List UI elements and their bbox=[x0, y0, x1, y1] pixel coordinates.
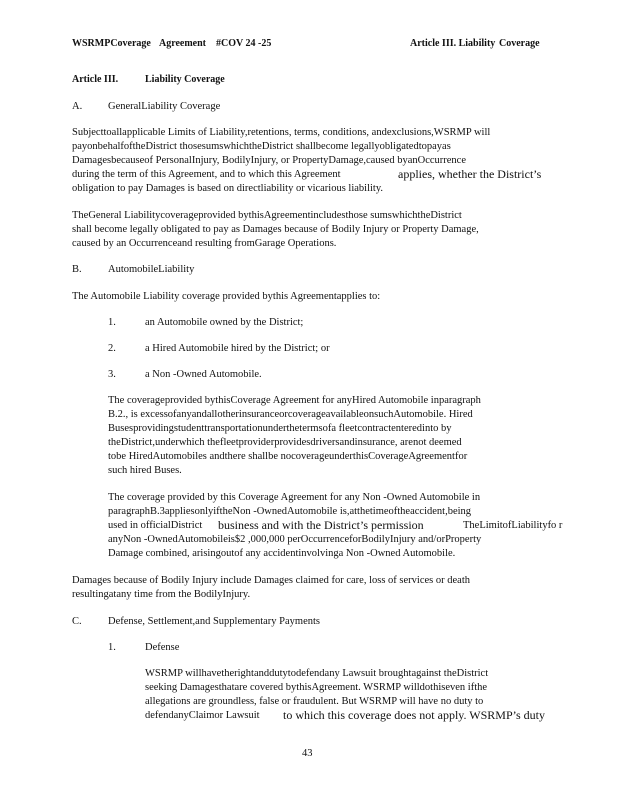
section-b-closing-line: Damages because of Bodily Injury include Damages claimed for care, loss of services or death bbox=[72, 575, 470, 586]
list-item-text: an Automobile owned by the District; bbox=[145, 317, 304, 328]
section-b-intro: The Automobile Liability coverage provided bythis Agreementapplies to: bbox=[72, 291, 381, 302]
list-item-text: a Non -Owned Automobile. bbox=[145, 369, 262, 380]
section-a-para1-line: Damagesbecauseof PersonalInjury, BodilyInjury, or PropertyDamage,caused byanOccurrence bbox=[72, 155, 466, 166]
list-item-number: 3. bbox=[108, 369, 116, 380]
section-b-para2-line: paragraphB.3appliesonlyiftheNon -OwnedAutomobile is,atthetimeoftheaccident,being bbox=[108, 506, 472, 517]
section-a-title: GeneralLiability Coverage bbox=[108, 101, 221, 112]
section-b-para2-line: anyNon -OwnedAutomobileis$2 ,000,000 perOccurrenceforBodilyInjury and/orProperty bbox=[108, 534, 482, 545]
section-c-para-line: WSRMP willhavetherightanddutytodefendany Lawsuit broughtagainst theDistrict bbox=[145, 668, 489, 679]
section-b-para2-line: used in officialDistrict bbox=[108, 520, 203, 531]
list-item-text: a Hired Automobile hired by the District; or bbox=[145, 343, 330, 354]
page-number: 43 bbox=[302, 748, 313, 759]
section-b-para2-mid: business and with the District’s permission bbox=[218, 518, 424, 532]
article-title: Liability Coverage bbox=[145, 74, 225, 85]
section-c-letter: C. bbox=[72, 616, 82, 627]
list-item-number: 1. bbox=[108, 317, 116, 328]
section-c-para-line: allegations are groundless, false or fraudulent. But WSRMP will have no duty to bbox=[145, 696, 484, 707]
section-c-title: Defense, Settlement,and Supplementary Payments bbox=[108, 616, 320, 627]
section-b-para1-line: such hired Buses. bbox=[108, 465, 182, 476]
section-b-para1-line: tobe HiredAutomobiles andthere shallbe nocoverageunderthisCoverageAgreementfor bbox=[108, 451, 468, 462]
section-a-para2-line: TheGeneral Liabilitycoverageprovided bythisAgreementincludesthose sumswhichtheDistrict bbox=[72, 210, 462, 221]
section-a-para2-line: shall become legally obligated to pay as Damages because of Bodily Injury or Property Damage, bbox=[72, 224, 479, 235]
article-number: Article III. bbox=[72, 74, 119, 85]
section-a-para1-line: obligation to pay Damages is based on directliability or vicarious liability. bbox=[72, 183, 384, 194]
list-item-number: 2. bbox=[108, 343, 116, 354]
section-b-para1-line: B.2., is excessofanyandallotherinsuranceorcoverageavailableonsuchAutomobile. Hired bbox=[108, 409, 473, 420]
header-code: #COV 24 -25 bbox=[216, 38, 272, 49]
section-b-para1-line: Busesprovidingstudenttransportationunderthetermsofa fleetcontractenteredinto by bbox=[108, 423, 452, 434]
section-c-para-line: defendanyClaimor Lawsuit bbox=[145, 710, 260, 721]
section-a-para1-tail: applies, whether the District’s bbox=[398, 167, 542, 181]
section-b-para2-line: The coverage provided by this Coverage Agreement for any Non -Owned Automobile in bbox=[108, 492, 481, 503]
section-c-item-title: Defense bbox=[145, 642, 180, 653]
section-a-para1-line: Subjecttoallapplicable Limits of Liability,retentions, terms, conditions, andexclusions,WSRMP will bbox=[72, 127, 491, 138]
section-a-para1-line: payonbehalfoftheDistrict thosesumswhichtheDistrict shallbecome legallyobligatedtopayas bbox=[72, 141, 451, 152]
section-a-letter: A. bbox=[72, 101, 83, 112]
section-c-para-line: seeking Damagesthatare covered bythisAgreement. WSRMP willdothiseven ifthe bbox=[145, 682, 488, 693]
section-a-para1-line: during the term of this Agreement, and to which this Agreement bbox=[72, 169, 341, 180]
section-b-para1-line: The coverageprovided bythisCoverage Agreement for anyHired Automobile inparagraph bbox=[108, 395, 481, 406]
section-a-para2-line: caused by an Occurrenceand resulting fromGarage Operations. bbox=[72, 238, 337, 249]
section-b-letter: B. bbox=[72, 264, 82, 275]
section-b-para2-line: Damage combined, arisingoutof any accidentinvolvinga Non -Owned Automobile. bbox=[108, 548, 456, 559]
section-b-title: AutomobileLiability bbox=[108, 264, 195, 275]
header-middle: Agreement bbox=[159, 38, 207, 49]
section-b-para1-line: theDistrict,underwhich thefleetproviderprovidesdriversandinsurance, arenot deemed bbox=[108, 437, 462, 448]
section-b-closing-line: resultingatany time from the BodilyInjury. bbox=[72, 589, 251, 600]
section-b-para2-mid-tail: TheLimitofLiabilityfo r bbox=[463, 520, 563, 531]
header-coverage: Coverage bbox=[499, 38, 540, 49]
section-c-para-tail: to which this coverage does not apply. WSRMP’s duty bbox=[283, 708, 545, 722]
header-article: Article III. Liability bbox=[410, 38, 496, 49]
header-left: WSRMPCoverage bbox=[72, 38, 151, 49]
section-c-item-number: 1. bbox=[108, 642, 116, 653]
